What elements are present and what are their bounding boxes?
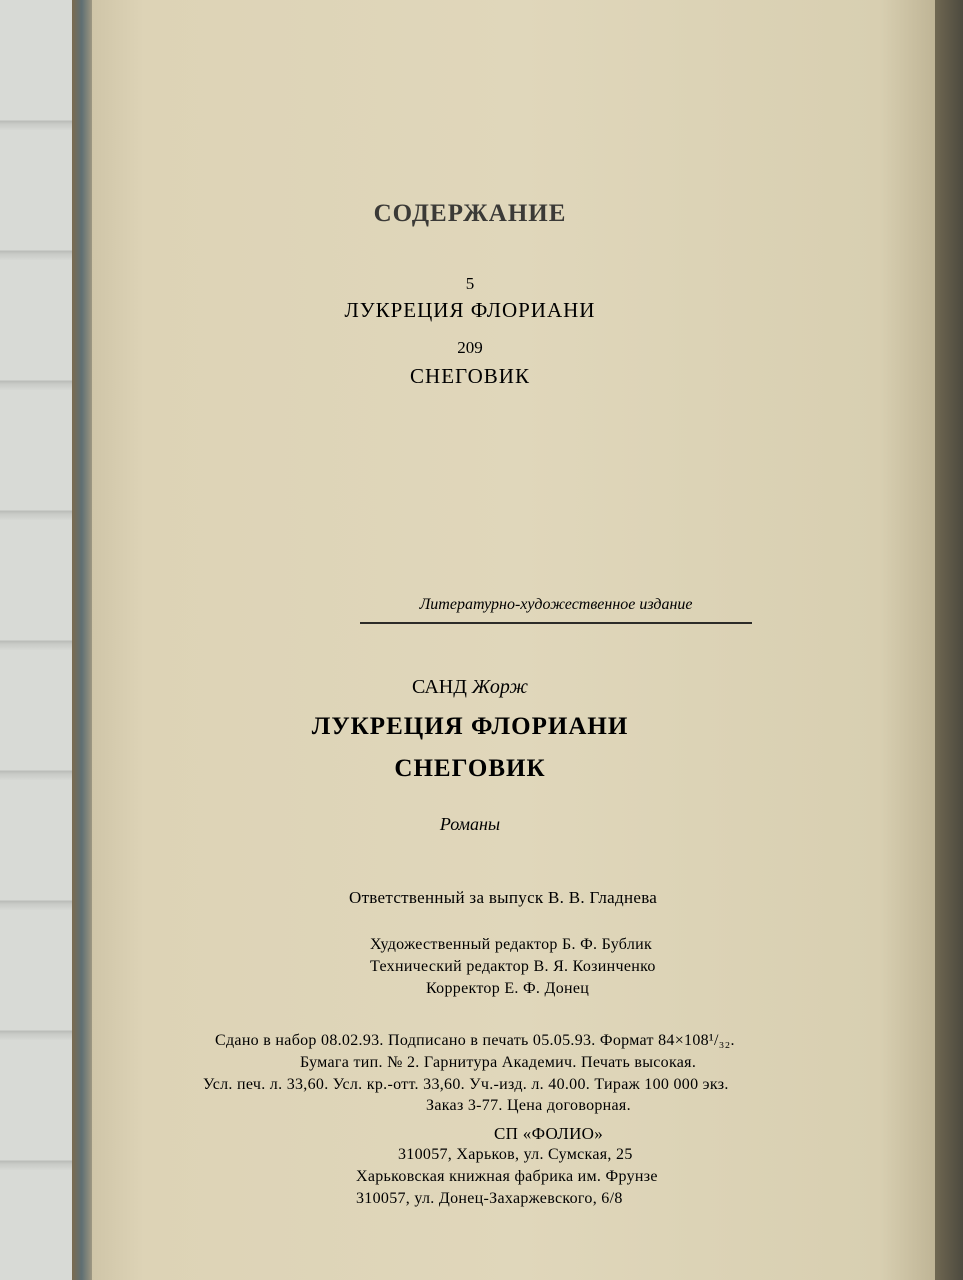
credit-corrector: Корректор Е. Ф. Донец — [426, 980, 590, 997]
book-title: ЛУКРЕЦИЯ ФЛОРИАНИ — [311, 713, 629, 740]
author-surname: САНД — [411, 676, 467, 698]
publisher-address: 310057, Харьков, ул. Сумская, 25 — [398, 1146, 633, 1163]
edition-type: Литературно-художественное издание — [360, 596, 752, 624]
toc-page-number: 209 — [457, 338, 483, 357]
toc-page-number: 5 — [465, 274, 475, 293]
printer-name: Харьковская книжная фабрика им. Фрунзе — [356, 1168, 658, 1185]
table-background — [0, 0, 80, 1280]
publisher-name: СП «ФОЛИО» — [494, 1124, 604, 1143]
imprint-line: Бумага тип. № 2. Гарнитура Академич. Печать высокая. — [300, 1054, 697, 1071]
book-title: СНЕГОВИК — [394, 755, 546, 782]
credit-tech-editor: Технический редактор В. Я. Козинченко — [370, 958, 656, 975]
imprint-line: Заказ 3-77. Цена договорная. — [426, 1097, 631, 1114]
author-name: Жорж — [471, 676, 529, 698]
printer-address: 310057, ул. Донец-Захаржевского, 6/8 — [356, 1190, 623, 1207]
imprint-line: Сдано в набор 08.02.93. Подписано в печать 05.05.93. Формат 84×108¹/₃₂. — [215, 1032, 735, 1049]
imprint-line: Усл. печ. л. 33,60. Усл. кр.-отт. 33,60. Уч.-изд. л. 40.00. Тираж 100 000 экз. — [203, 1076, 729, 1093]
credit-art-editor: Художественный редактор Б. Ф. Бублик — [370, 936, 653, 953]
genre: Романы — [439, 814, 501, 834]
credit-responsible: Ответственный за выпуск В. В. Гладнева — [349, 888, 658, 907]
toc-title: СНЕГОВИК — [410, 364, 530, 388]
contents-heading: СОДЕРЖАНИЕ — [373, 200, 567, 227]
next-page-edge — [935, 0, 963, 1280]
author-line — [0, 676, 940, 699]
toc-title: ЛУКРЕЦИЯ ФЛОРИАНИ — [344, 298, 596, 322]
